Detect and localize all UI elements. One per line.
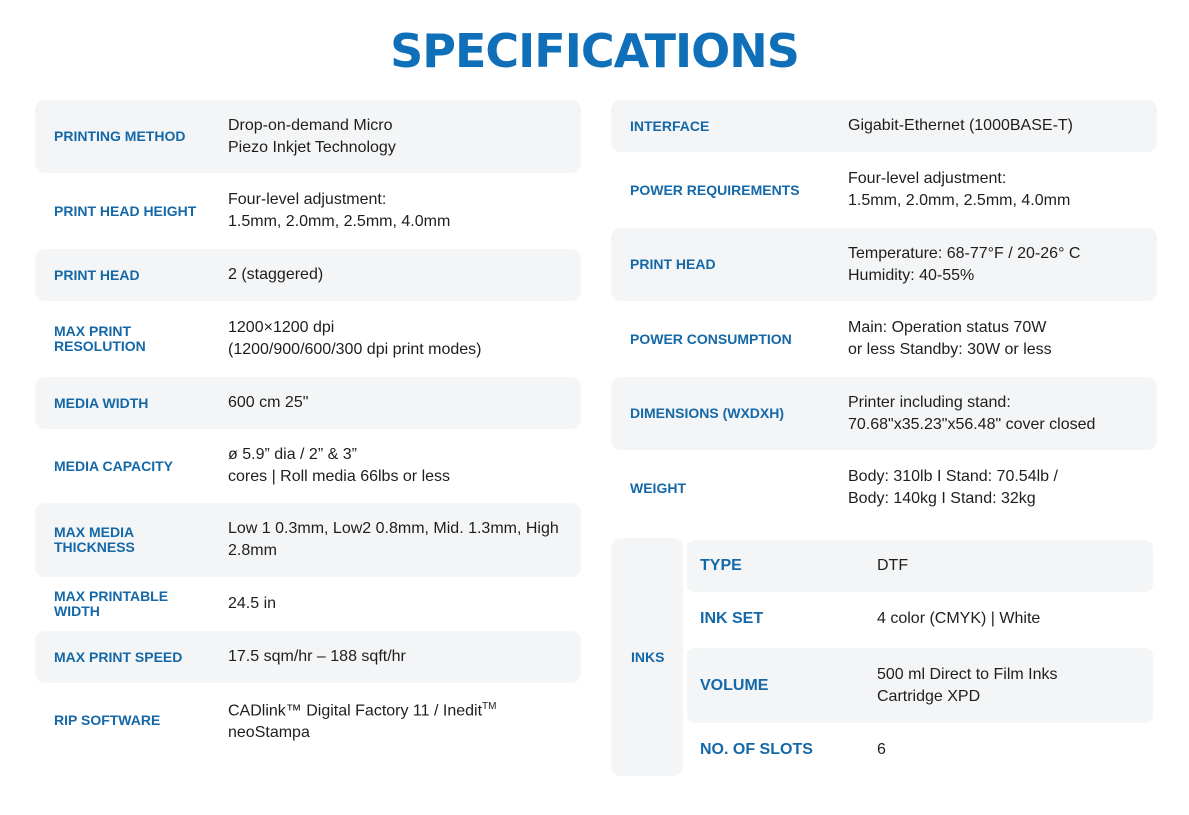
- ink-value: DTF: [877, 557, 909, 574]
- spec-row-power-consumption: [611, 303, 1157, 375]
- spec-row-media-width: [35, 377, 581, 429]
- spec-label: POWER CONSUMPTION: [630, 330, 792, 347]
- spec-label: MAX PRINTABLE WIDTH: [54, 588, 169, 619]
- page-title: SPECIFICATIONS: [390, 24, 799, 78]
- ink-label: NO. OF SLOTS: [700, 741, 813, 758]
- ink-row-type: [687, 540, 1153, 592]
- spec-row-max-print-resolution: [35, 303, 581, 375]
- spec-value: Low 1 0.3mm, Low2 0.8mm, Mid. 1.3mm, High 2.8mm: [228, 520, 559, 559]
- spec-row-media-capacity: [35, 431, 581, 501]
- spec-row-dimensions: [611, 377, 1157, 450]
- spec-row-max-media-thickness: [35, 503, 581, 577]
- spec-label: RIP SOFTWARE: [54, 711, 161, 728]
- ink-row-no-of-slots: [687, 725, 1153, 775]
- spec-value: 2 (staggered): [228, 266, 324, 283]
- spec-label: PRINT HEAD: [54, 266, 140, 283]
- spec-label: PRINT HEAD HEIGHT: [54, 202, 197, 219]
- spec-label: MAX PRINT RESOLUTION: [54, 323, 146, 354]
- spec-value: ø 5.9” dia / 2” & 3” cores | Roll media 66lbs or less: [228, 446, 451, 485]
- spec-label: MEDIA CAPACITY: [54, 457, 173, 474]
- ink-value: 6: [877, 741, 886, 758]
- spec-label: DIMENSIONS (WXDXH): [630, 405, 784, 421]
- spec-row-print-head-environment: [611, 228, 1157, 301]
- spec-value: 24.5 in: [228, 595, 277, 612]
- spec-value: 1200×1200 dpi (1200/900/600/300 dpi print modes): [228, 319, 482, 358]
- spec-value: Temperature: 68-77°F / 20-26° C Humidity: 40-55%: [848, 244, 1081, 284]
- spec-label: PRINT HEAD: [630, 256, 716, 272]
- rip-software-tail: neoStampa: [228, 724, 310, 742]
- spec-value: Four-level adjustment: 1.5mm, 2.0mm, 2.5mm, 4.0mm: [228, 191, 451, 230]
- spec-value: Four-level adjustment: 1.5mm, 2.0mm, 2.5mm, 4.0mm: [848, 170, 1071, 209]
- spec-label: MAX PRINT SPEED: [54, 648, 183, 665]
- inks-label: INKS: [631, 649, 665, 665]
- spec-value: Gigabit-Ethernet (1000BASE-T): [848, 117, 1073, 134]
- spec-value: Main: Operation status 70W or less Standby: 30W or less: [848, 319, 1052, 358]
- spec-label: WEIGHT: [630, 479, 686, 496]
- ink-row-ink-set: [687, 594, 1153, 644]
- inks-table: [611, 538, 1157, 776]
- ink-label: INK SET: [700, 610, 764, 627]
- spec-value: [228, 696, 588, 744]
- ink-label: VOLUME: [700, 676, 769, 694]
- spec-row-rip-software: [35, 685, 581, 755]
- spec-label: MEDIA WIDTH: [54, 394, 149, 411]
- spec-row-print-head-height: [35, 175, 581, 247]
- spec-row-interface: [611, 100, 1157, 152]
- spec-label: INTERFACE: [630, 117, 710, 134]
- spec-label: PRINTING METHOD: [54, 128, 186, 144]
- ink-value: 4 color (CMYK) | White: [877, 610, 1041, 627]
- spec-row-max-printable-width: [35, 579, 581, 629]
- spec-row-weight: [611, 452, 1157, 524]
- spec-label: POWER REQUIREMENTS: [630, 181, 800, 198]
- ink-value: 500 ml Direct to Film Inks Cartridge XPD: [877, 665, 1058, 705]
- trademark-mark: TM: [482, 700, 497, 712]
- spec-value: Body: 310lb I Stand: 70.54lb / Body: 140kg I Stand: 32kg: [848, 468, 1058, 507]
- ink-row-volume: [687, 648, 1153, 723]
- spec-row-max-print-speed: [35, 631, 581, 683]
- spec-value: 600 cm 25": [228, 394, 309, 411]
- spec-value: Drop-on-demand Micro Piezo Inkjet Technology: [228, 116, 396, 156]
- spec-value: Printer including stand: 70.68"x35.23"x56.48" cover closed: [848, 393, 1096, 433]
- rip-software-name: CADlink™ Digital Factory 11 / Inedit: [228, 702, 483, 720]
- spec-row-power-requirements: [611, 154, 1157, 226]
- spec-row-printing-method: [35, 100, 581, 173]
- spec-label: MAX MEDIA THICKNESS: [54, 524, 135, 555]
- spec-value: 17.5 sqm/hr – 188 sqft/hr: [228, 648, 406, 665]
- spec-row-print-head: [35, 249, 581, 301]
- ink-label: TYPE: [700, 557, 742, 574]
